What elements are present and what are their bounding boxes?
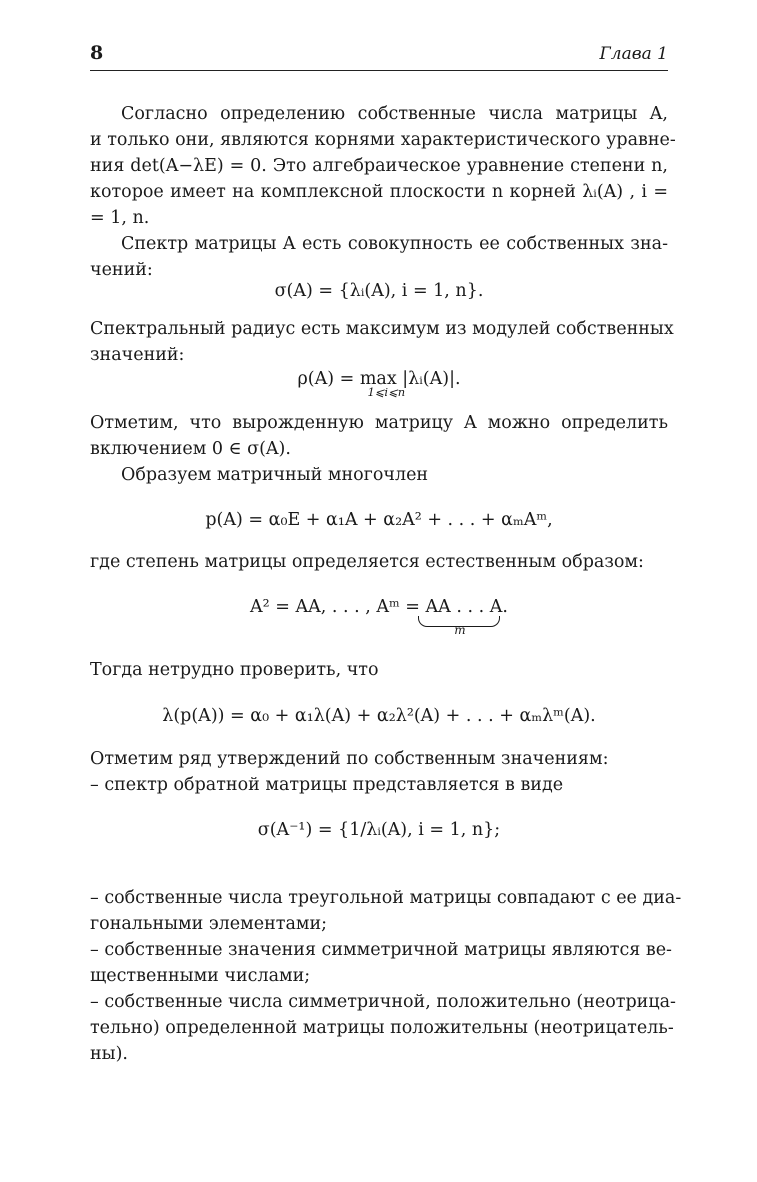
text-line: Спектральный радиус есть максимум из модулей собственных [90, 319, 674, 339]
text-line: чений: [90, 260, 153, 280]
text-line: – собственные значения симметричной матрицы являются ве- [90, 940, 672, 960]
book-page [90, 0, 682, 1182]
text-line: которое имеет на комплексной плоскости n корней λᵢ(A) , i = [90, 182, 668, 202]
chapter-title: Глава 1 [599, 44, 668, 64]
formula-matrix-polynomial: p(A) = α₀E + α₁A + α₂A² + . . . + αₘAᵐ, [205, 510, 553, 530]
text-line: Спектр матрицы A есть совокупность ее собственных зна- [121, 234, 668, 254]
formula-matrix-power [90, 594, 668, 637]
formula-spectral-radius [90, 366, 668, 399]
max-limits: 1⩽i⩽n [367, 385, 406, 399]
text-line: – собственные числа треугольной матрицы совпадают с ее диа- [90, 888, 682, 908]
underbrace-label: m [454, 623, 466, 637]
formula-spectrum: σ(A) = {λᵢ(A), i = 1, n}. [274, 281, 484, 301]
formula-polynomial-eigenvalue: λ(p(A)) = α₀ + α₁λ(A) + α₂λ²(A) + . . . + αₘλᵐ(A). [162, 706, 596, 726]
text-line: щественными числами; [90, 966, 311, 986]
text-line: значений: [90, 345, 185, 365]
text-line: Отметим, что вырожденную матрицу A можно определить [90, 413, 668, 433]
text-line: где степень матрицы определяется естественным образом: [90, 552, 644, 572]
underbrace-group: A² = AA, . . . , Aᵐ = AA . . . A. m [250, 597, 508, 637]
text-line: Тогда нетрудно проверить, что [90, 660, 379, 680]
text-line: – спектр обратной матрицы представляется в виде [90, 775, 564, 795]
text-line: тельно) определенной матрицы положительны (неотрицатель- [90, 1018, 674, 1038]
text-line: гональными элементами; [90, 914, 328, 934]
formula-inverse-spectrum: σ(A⁻¹) = {1/λᵢ(A), i = 1, n}; [257, 820, 501, 840]
text-line: ны). [90, 1044, 128, 1064]
running-header [90, 40, 668, 71]
text-line: Образуем матричный многочлен [121, 465, 429, 485]
text-line: Согласно определению собственные числа матрицы A, [121, 104, 668, 124]
text-line: = 1, n. [90, 208, 150, 228]
text-line: Отметим ряд утверждений по собственным значениям: [90, 749, 609, 769]
text-line: и только они, являются корнями характеристического уравне- [90, 130, 676, 150]
max-operator: ρ(A) = max |λᵢ(A)|. 1⩽i⩽n [297, 369, 461, 399]
text-line: включением 0 ∈ σ(A). [90, 439, 291, 459]
text-line: – собственные числа симметричной, положительно (неотрица- [90, 992, 676, 1012]
text-line: ния det(A−λE) = 0. Это алгебраическое уравнение степени n, [90, 156, 668, 176]
page-number: 8 [90, 42, 104, 64]
